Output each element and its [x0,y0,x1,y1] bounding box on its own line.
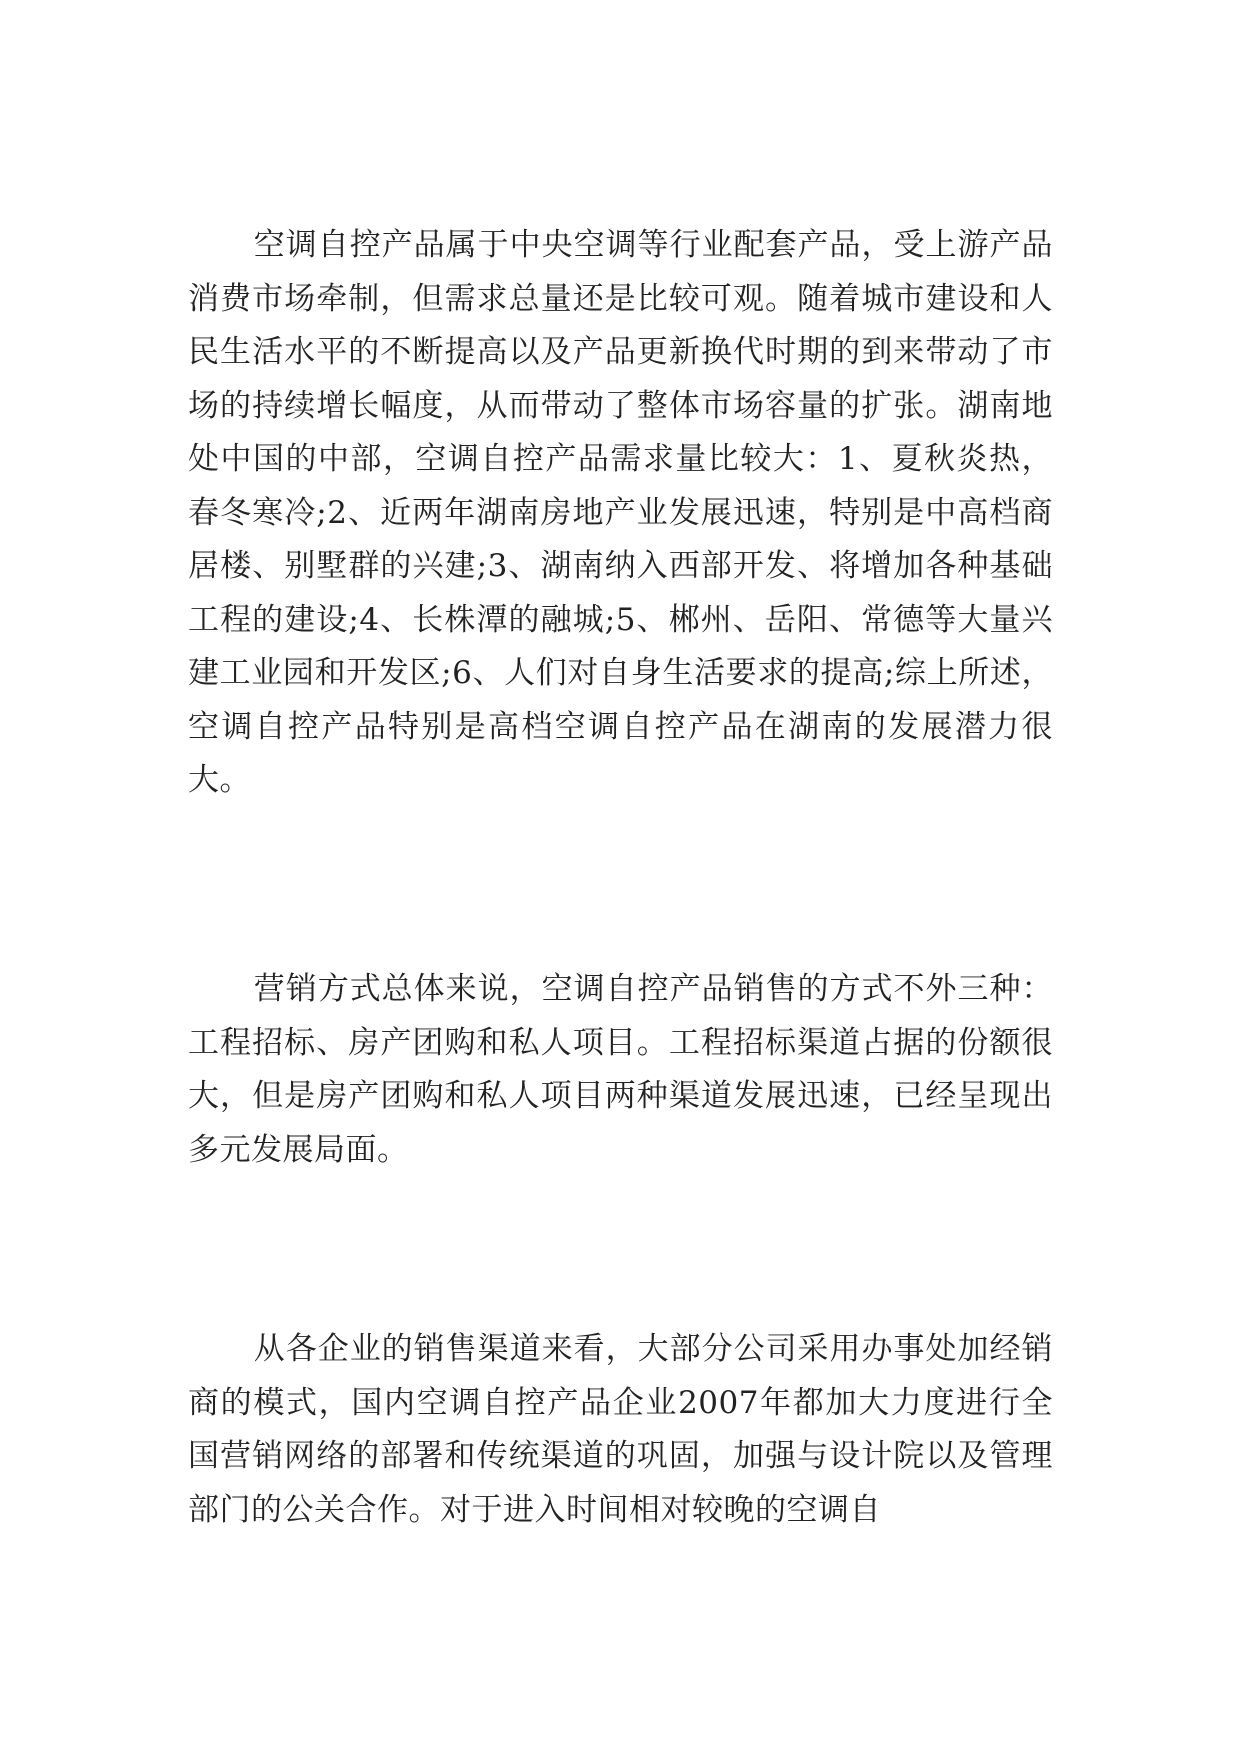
paragraph-sales-channels: 从各企业的销售渠道来看，大部分公司采用办事处加经销商的模式，国内空调自控产品企业2007年都加大力度进行全国营销网络的部署和传统渠道的巩固，加强与设计院以及管理部门的公关合作。对于进入时间相对较晚的空调自 [188,1331,1053,1528]
paragraph-market-demand: 空调自控产品属于中央空调等行业配套产品，受上游产品消费市场牵制，但需求总量还是比较可观。随着城市建设和人民生活水平的不断提高以及产品更新换代时期的到来带动了市场的持续增长幅度，从而带动了整体市场容量的扩张。湖南地处中国的中部，空调自控产品需求量比较大：1、夏秋炎热，春冬寒冷;2、近两年湖南房地产业发展迅速，特别是中高档商居楼、别墅群的兴建;3、湖南纳入西部开发、将增加各种基础工程的建设;4、长株潭的融城;5、郴州、岳阳、常德等大量兴建工业园和开发区;6、人们对自身生活要求的提高;综上所述，空调自控产品特别是高档空调自控产品在湖南的发展潜力很大。 [188,227,1053,798]
paragraph-sales-methods: 营销方式总体来说，空调自控产品销售的方式不外三种：工程招标、房产团购和私人项目。工程招标渠道占据的份额很大，但是房产团购和私人项目两种渠道发展迅速，已经呈现出多元发展局面。 [188,971,1053,1168]
